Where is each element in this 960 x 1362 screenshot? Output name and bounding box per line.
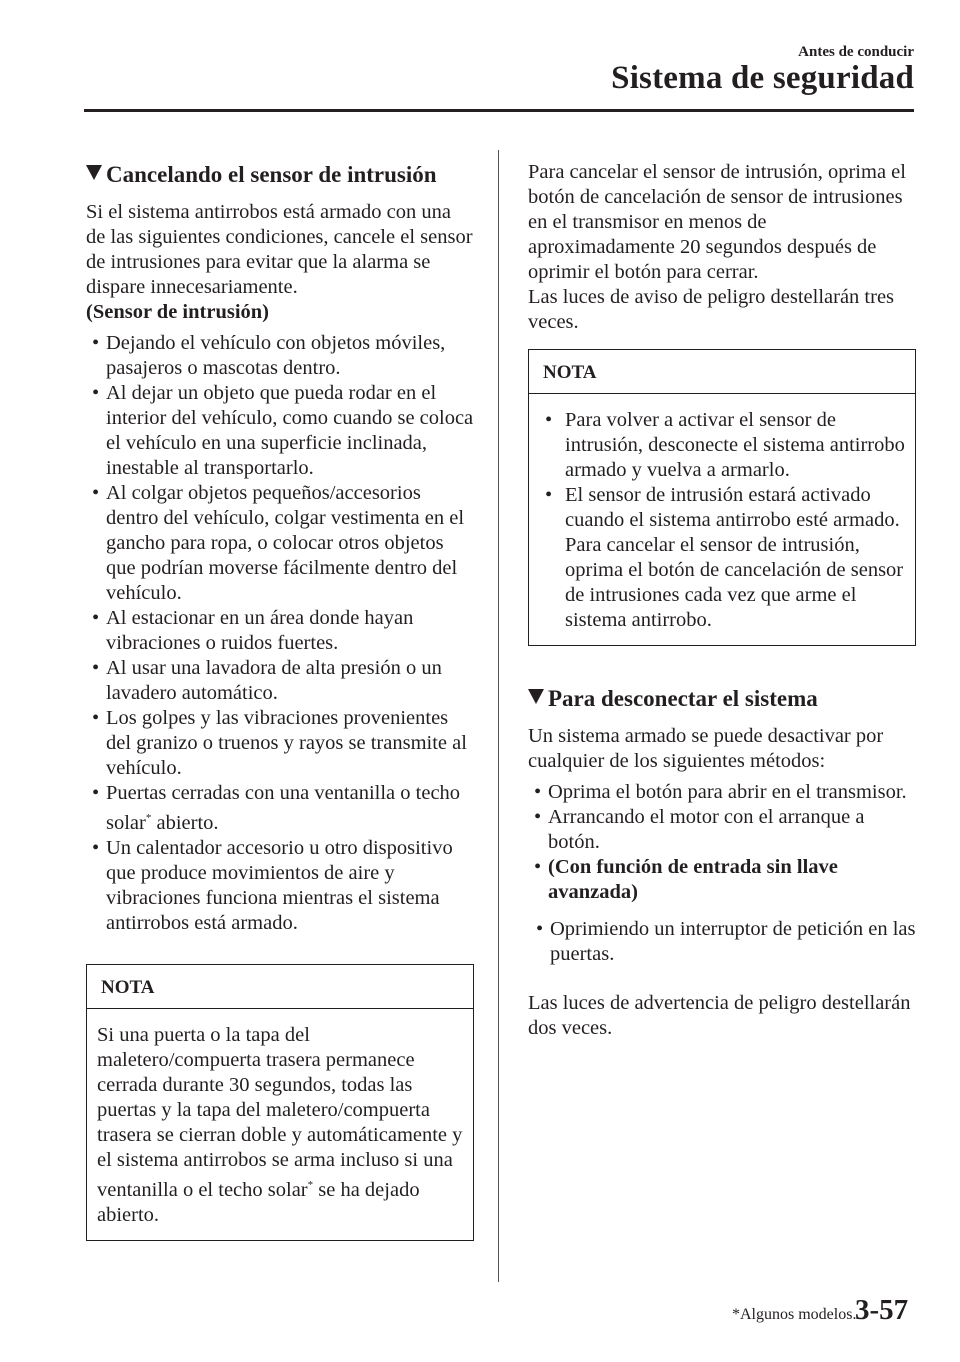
list-item: • Oprima el botón para abrir en el transmisor.: [534, 781, 907, 803]
list-item: • Al usar una lavadora de alta presión o un lavadero automático.: [92, 657, 442, 704]
list-item: • Al estacionar en un área donde hayan vibraciones o ruidos fuertes.: [92, 607, 414, 654]
list-item: • Para volver a activar el sensor de intrusión, desconecte el sistema antirrobo armado y vuelva a armarlo.: [545, 409, 905, 481]
note-title: NOTA: [529, 350, 915, 394]
list-item: • Puertas cerradas con una ventanilla o techo solar* abierto.: [92, 782, 461, 834]
note-body: Si una puerta o la tapa del maletero/compuerta trasera permanece cerrada durante 30 segundos, todas las puertas y la tapa del maletero/compuerta trasera se cierran doble y automáticamente y el sistema antirrobos se arma incluso si una ventanilla o el techo solar* se ha dejado abierto.: [97, 1024, 463, 1226]
right-column: [528, 160, 918, 1041]
header-section-label: Antes de conducir: [798, 44, 914, 60]
disarm-methods-list: [528, 780, 918, 967]
footer-note: *Algunos modelos.: [732, 1306, 857, 1323]
list-item: • Los golpes y las vibraciones provenientes del granizo o truenos y rayos se transmite al vehículo.: [92, 707, 467, 779]
intro-paragraph: Si el sistema antirrobos está armado con una de las siguientes condiciones, cancele el sensor de intrusiones para evitar que la alarma se dispare innecesariamente.: [86, 201, 473, 298]
list-item: • Arrancando el motor con el arranque a botón.: [534, 806, 865, 853]
section-heading-disarm: Para desconectar el sistema: [528, 684, 918, 714]
subheading: (Sensor de intrusión): [86, 301, 270, 323]
list-item: • Oprimiendo un interruptor de petición en las puertas.: [536, 918, 916, 965]
triangle-down-icon: [86, 165, 102, 180]
column-divider: [498, 150, 499, 1282]
page-title: Sistema de seguridad: [611, 60, 914, 96]
header-rule: [84, 109, 914, 112]
page-number: 3-57: [855, 1294, 909, 1326]
list-item: • (Con función de entrada sin llave avanzada) • Oprimiendo un interruptor de petición en las puertas.: [530, 855, 918, 967]
left-column: [86, 160, 474, 1241]
disarm-intro: Un sistema armado se puede desactivar por cualquier de los siguientes métodos:: [528, 725, 884, 772]
triangle-down-icon: [528, 689, 544, 704]
list-item: • Al colgar objetos pequeños/accesorios dentro del vehículo, colgar vestimenta en el gancho para ropa, o colocar otros objetos que podrían moverse fácilmente dentro del vehículo.: [92, 482, 465, 604]
list-item: • Al dejar un objeto que pueda rodar en el interior del vehículo, como cuando se coloca el vehículo en una superficie inclinada, inestable al transportarlo.: [92, 382, 474, 479]
note-body: [529, 394, 915, 645]
sub-list: [530, 917, 918, 967]
list-item: • Un calentador accesorio u otro dispositivo que produce movimientos de aire y vibraciones funciona mientras el sistema antirrobos está armado.: [92, 837, 453, 934]
section-heading-cancel-sensor: Cancelando el sensor de intrusión: [86, 160, 474, 190]
closing-paragraph: Las luces de advertencia de peligro destellarán dos veces.: [528, 992, 911, 1039]
note-box-right: [528, 349, 916, 646]
list-item: • Dejando el vehículo con objetos móviles, pasajeros o mascotas dentro.: [92, 332, 446, 379]
hazard-lights-note: Las luces de aviso de peligro destellarán tres veces.: [528, 286, 895, 333]
note-box-left: [86, 964, 474, 1241]
note-title: NOTA: [87, 965, 473, 1009]
cancel-instructions: Para cancelar el sensor de intrusión, oprima el botón de cancelación de sensor de intrusiones en el transmisor en menos de aproximadamente 20 segundos después de oprimir el botón para cerrar.: [528, 161, 906, 283]
condition-list: [86, 331, 474, 936]
list-item: • El sensor de intrusión estará activado cuando el sistema antirrobo esté armado. Para cancelar el sensor de intrusión, oprima el botón de cancelación de sensor de intrusiones cada vez que arme el sistema antirrobo.: [545, 484, 904, 631]
